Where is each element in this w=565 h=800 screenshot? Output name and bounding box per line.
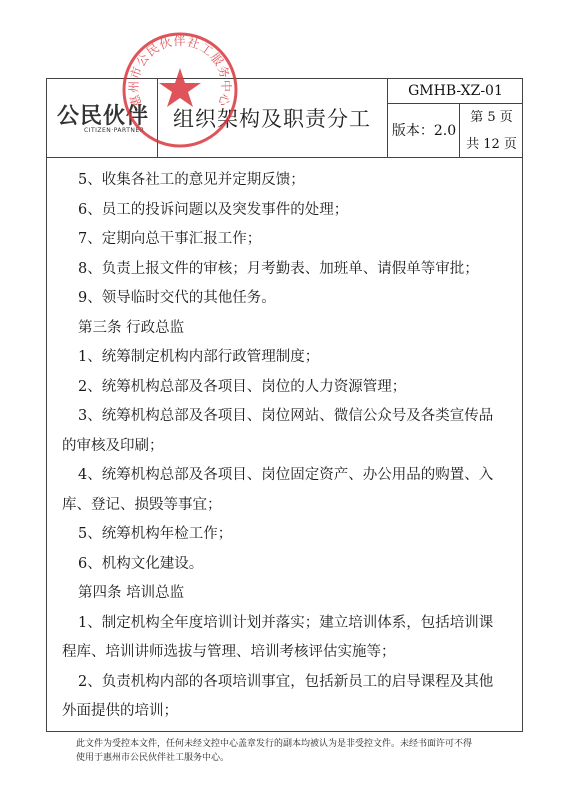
document-code: GMHB-XZ-01 xyxy=(387,79,523,104)
list-item: 4、统筹机构总部及各项目、岗位固定资产、办公用品的购置、入 xyxy=(78,467,494,483)
logo-subtext: CITIZEN·PARTNER xyxy=(84,127,145,134)
section-heading: 第四条 培训总监 xyxy=(78,585,185,601)
list-item: 7、定期向总干事汇报工作； xyxy=(78,231,262,247)
paragraph-continuation: 库、登记、损毁等事宜； xyxy=(62,496,222,513)
list-item: 2、负责机构内部的各项培训事宜，包括新员工的启导课程及其他 xyxy=(78,673,494,690)
list-item: 5、统筹机构年检工作； xyxy=(78,526,233,542)
paragraph-continuation: 程库、培训讲师选拔与管理、培训考核评估实施等； xyxy=(62,644,396,660)
logo-cell xyxy=(47,79,158,157)
paragraph-continuation: 的审核及印刷； xyxy=(62,437,164,454)
document-header xyxy=(47,79,522,158)
list-item: 1、制定机构全年度培训计划并落实；建立培训体系，包括培训课 xyxy=(78,614,494,631)
list-item: 8、负责上报文件的审核；月考勤表、加班单、请假单等审批； xyxy=(78,260,479,277)
footer-line-2: 使用于惠州市公民伙伴社工服务中心。 xyxy=(76,753,230,763)
paragraph-continuation: 外面提供的培训； xyxy=(62,703,178,719)
document-version: 版本：2.0 xyxy=(387,103,460,157)
list-item: 2、统筹机构总部及各项目、岗位的人力资源管理； xyxy=(78,378,407,395)
document-footer xyxy=(76,737,516,765)
list-item: 1、统筹制定机构内部行政管理制度； xyxy=(78,349,320,365)
list-item: 6、员工的投诉问题以及突发事件的处理； xyxy=(78,201,349,218)
section-heading: 第三条 行政总监 xyxy=(78,319,185,336)
list-item: 6、机构文化建设。 xyxy=(78,555,204,572)
document-body xyxy=(62,166,514,727)
stamp-text: 惠州市公民伙伴社工服务中心 xyxy=(126,34,234,109)
list-item: 3、统筹机构总部及各项目、岗位网站、微信公众号及各类宣传品 xyxy=(78,408,494,424)
list-item: 5、收集各社工的意见并定期反馈； xyxy=(78,172,305,188)
title-cell xyxy=(157,79,387,157)
page-current: 第 5 页 xyxy=(470,110,513,125)
page-total: 共 12 页 xyxy=(466,137,517,152)
footer-line-1: 此文件为受控本文件，任何未经文控中心盖章发行的副本均被认为是非受控文件。未经书面许可不得 xyxy=(76,739,473,749)
logo-text: 公民伙伴 xyxy=(57,104,150,129)
document-title: 组织架构及职责分工 xyxy=(173,107,371,131)
page-info xyxy=(459,103,523,157)
list-item: 9、领导临时交代的其他任务。 xyxy=(78,290,276,306)
